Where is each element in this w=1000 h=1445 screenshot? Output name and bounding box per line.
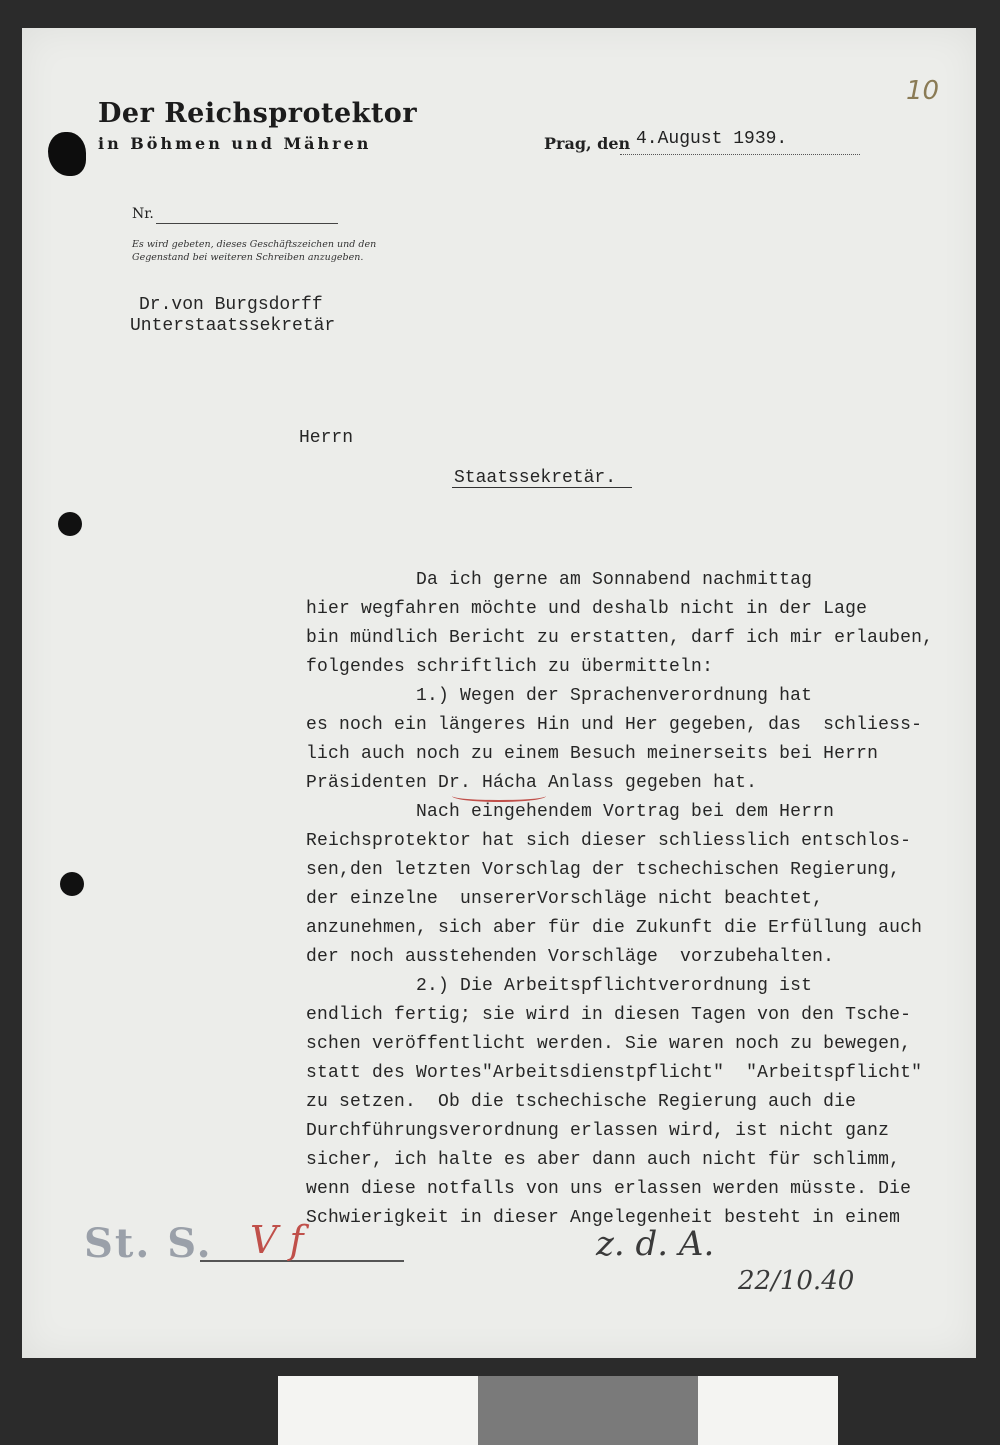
- letterhead-subtitle: in Böhmen und Mähren: [98, 134, 372, 153]
- reference-label: Nr.: [132, 206, 154, 222]
- ink-blot: [48, 132, 86, 176]
- body-line: schen veröffentlicht werden. Sie waren noch zu bewegen,: [306, 1034, 912, 1054]
- body-line: der einzelne unsererVorschläge nicht beachtet,: [306, 889, 824, 909]
- reference-line: [156, 223, 338, 224]
- body-line: Durchführungsverordnung erlassen wird, ist nicht ganz: [306, 1121, 890, 1141]
- body-line: bin mündlich Bericht zu erstatten, darf ich mir erlauben,: [306, 628, 934, 648]
- date-dotted-line: [620, 154, 860, 155]
- body-line: anzunehmen, sich aber für die Zukunft die Erfüllung auch: [306, 918, 923, 938]
- salutation: Herrn: [299, 428, 354, 448]
- letterhead-title: Der Reichsprotektor: [98, 98, 418, 129]
- punch-hole: [58, 512, 82, 536]
- handwritten-note: z. d. A.: [596, 1224, 715, 1264]
- body-line: Nach eingehendem Vortrag bei dem Herrn: [306, 802, 835, 822]
- body-line: zu setzen. Ob die tschechische Regierung auch die: [306, 1092, 857, 1112]
- recipient-underline: [452, 487, 632, 488]
- body-line: Da ich gerne am Sonnabend nachmittag: [306, 570, 813, 590]
- recipient: Staatssekretär.: [454, 468, 617, 488]
- red-underline-mark: [452, 790, 546, 802]
- page-number: 10: [906, 76, 940, 106]
- body-line: 2.) Die Arbeitspflichtverordnung ist: [306, 976, 813, 996]
- reference-note: [132, 238, 376, 264]
- body-line: Schwierigkeit in dieser Angelegenheit besteht in einem: [306, 1208, 901, 1228]
- dateline-date: 4.August 1939.: [636, 129, 788, 149]
- body-line: der noch ausstehenden Vorschläge vorzubehalten.: [306, 947, 835, 967]
- body-line: hier wegfahren möchte und deshalb nicht in der Lage: [306, 599, 868, 619]
- handwritten-date: 22/10.40: [738, 1266, 855, 1296]
- red-handwritten-mark: V f: [250, 1218, 304, 1262]
- stamp-label: St. S.: [84, 1220, 213, 1267]
- punch-hole: [60, 872, 84, 896]
- body-line: Reichsprotektor hat sich dieser schliesslich entschlos-: [306, 831, 912, 851]
- body-line: es noch ein längeres Hin und Her gegeben, das schliess-: [306, 715, 923, 735]
- body-line: lich auch noch zu einem Besuch meinerseits bei Herrn: [306, 744, 879, 764]
- scan-strip-gray: [478, 1376, 698, 1445]
- body-line: statt des Wortes"Arbeitsdienstpflicht" "Arbeitspflicht": [306, 1063, 923, 1083]
- document-page: [22, 28, 976, 1358]
- sender-name: Dr.von Burgsdorff: [139, 295, 323, 315]
- body-line: sicher, ich halte es aber dann auch nicht für schlimm,: [306, 1150, 901, 1170]
- body-line: Präsidenten Dr. Hácha Anlass gegeben hat.: [306, 773, 758, 793]
- body-line: sen,den letzten Vorschlag der tschechischen Regierung,: [306, 860, 901, 880]
- reference-note-line: Es wird gebeten, dieses Geschäftszeichen und den: [132, 239, 377, 250]
- body-line: 1.) Wegen der Sprachenverordnung hat: [306, 686, 813, 706]
- body-line: folgendes schriftlich zu übermitteln:: [306, 657, 714, 677]
- dateline-place: Prag, den: [544, 134, 631, 153]
- scan-strip-light: [278, 1376, 478, 1445]
- body-line: endlich fertig; sie wird in diesen Tagen von den Tsche-: [306, 1005, 912, 1025]
- scan-strip-light: [698, 1376, 838, 1445]
- sender-title: Unterstaatssekretär: [130, 316, 336, 336]
- body-line: wenn diese notfalls von uns erlassen werden müsste. Die: [306, 1179, 912, 1199]
- reference-note-line: Gegenstand bei weiteren Schreiben anzugeben.: [132, 252, 364, 263]
